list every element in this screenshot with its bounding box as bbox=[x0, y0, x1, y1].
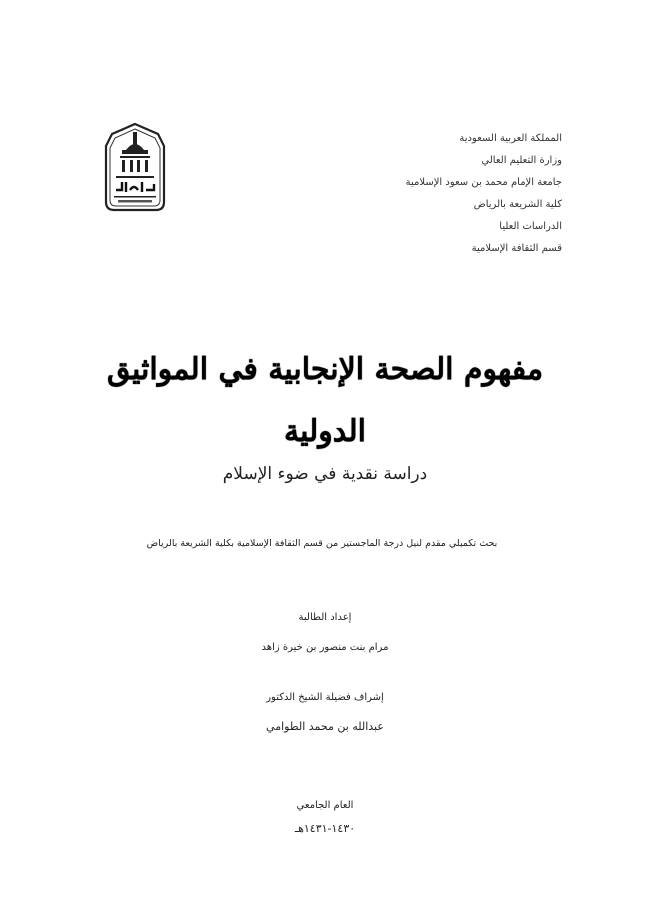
header-line-ministry: وزارة التعليم العالي bbox=[481, 155, 562, 166]
header-line-graduate-studies: الدراسات العليا bbox=[499, 221, 562, 232]
header-line-college: كلية الشريعة بالرياض bbox=[473, 199, 562, 210]
thesis-subtitle: دراسة نقدية في ضوء الإسلام bbox=[222, 464, 428, 484]
header-line-department: قسم الثقافة الإسلامية bbox=[471, 243, 562, 254]
institution-header bbox=[362, 128, 562, 260]
academic-year-label: العام الجامعي bbox=[296, 800, 354, 811]
supervision-label: إشراف فضيلة الشيخ الدكتور bbox=[266, 692, 384, 703]
supervisor-name: عبدالله بن محمد الطوامي bbox=[266, 720, 384, 733]
student-name: مرام بنت منصور بن خيرة زاهد bbox=[261, 642, 389, 653]
thesis-title-line-2: الدولية bbox=[284, 414, 366, 449]
header-line-university: جامعة الإمام محمد بن سعود الإسلامية bbox=[405, 177, 562, 188]
preparation-label: إعداد الطالبة bbox=[298, 612, 352, 623]
university-logo-icon bbox=[100, 120, 170, 216]
academic-year-value: ١٤٣٠-١٤٣١هـ bbox=[294, 822, 356, 835]
thesis-title-line-1: مفهوم الصحة الإنجابية في المواثيق bbox=[106, 352, 544, 387]
header-line-kingdom: المملكة العربية السعودية bbox=[459, 133, 562, 144]
thesis-statement: بحث تكميلي مقدم لنيل درجة الماجستير من قسم الثقافة الإسلامية بكلية الشريعة بالرياض bbox=[146, 538, 498, 549]
